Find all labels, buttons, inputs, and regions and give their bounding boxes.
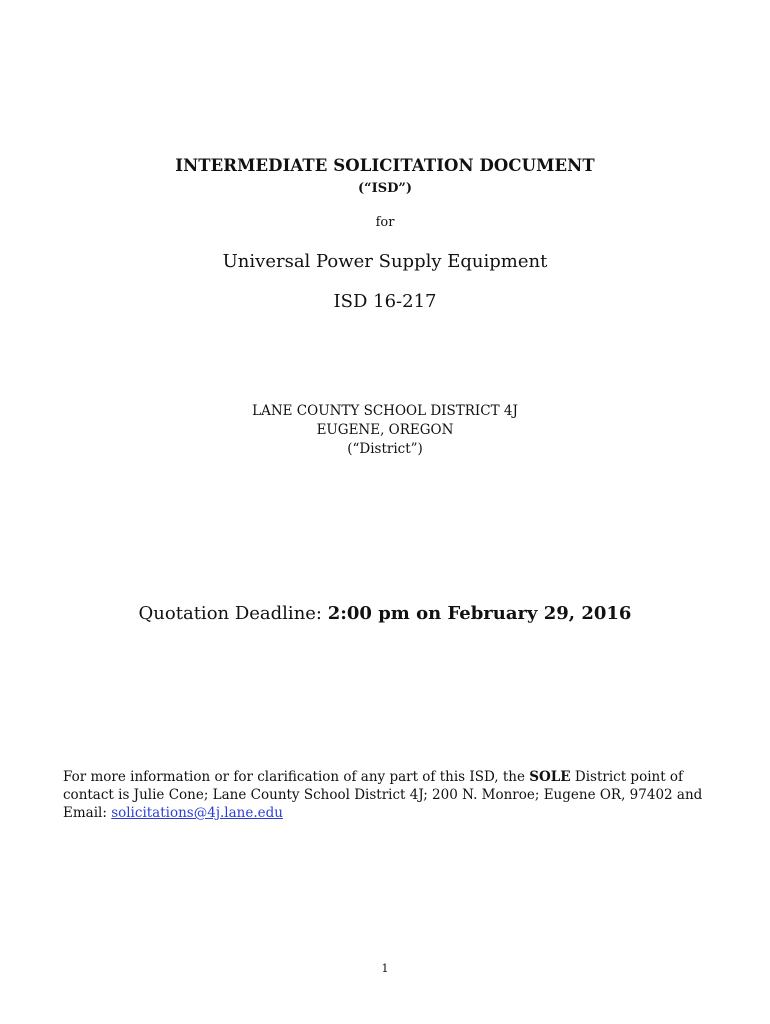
district-name: LANE COUNTY SCHOOL DISTRICT 4J xyxy=(252,403,518,419)
isd-number: ISD 16-217 xyxy=(333,291,437,312)
district-location: EUGENE, OREGON xyxy=(316,422,454,438)
deadline-value: 2:00 pm on February 29, 2016 xyxy=(327,603,632,624)
contact-text-details: District point of contact is Julie Cone; Lane County School District 4J; 200 N. Monroe; Eugene OR, 97402 and Email: xyxy=(63,769,703,821)
document-title: INTERMEDIATE SOLICITATION DOCUMENT xyxy=(175,156,595,175)
contact-text-intro: For more information or for clarification of any part of this ISD, the xyxy=(63,769,530,785)
for-text: for xyxy=(375,215,395,230)
quotation-deadline xyxy=(0,603,770,624)
contact-paragraph xyxy=(63,768,713,822)
contact-emphasis: SOLE xyxy=(529,769,571,785)
contact-email-link[interactable]: solicitations@4j.lane.edu xyxy=(111,805,283,821)
page-number: 1 xyxy=(381,962,389,975)
document-subtitle: (“ISD”) xyxy=(358,181,412,196)
deadline-label: Quotation Deadline: xyxy=(138,603,328,624)
project-name: Universal Power Supply Equipment xyxy=(222,251,548,272)
district-short-name: (“District”) xyxy=(347,441,423,457)
